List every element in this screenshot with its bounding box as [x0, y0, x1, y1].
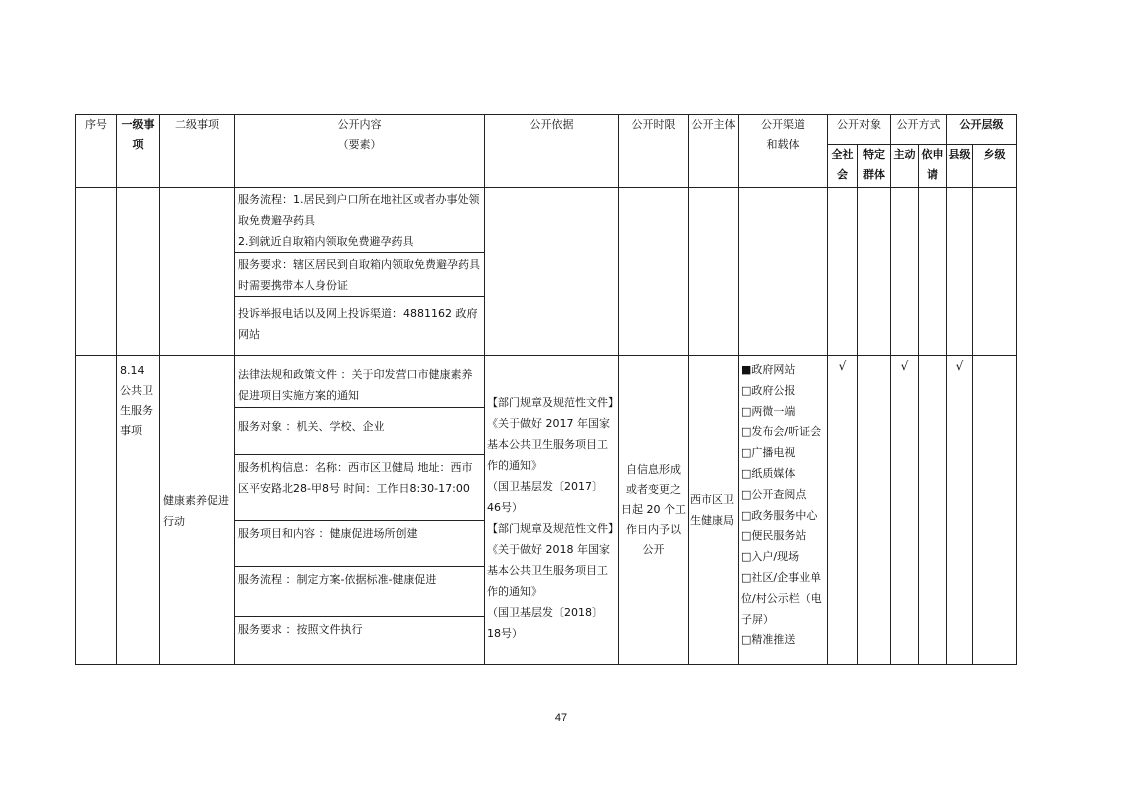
header-level1: 一级事项 [117, 115, 160, 188]
item-seq-cell [76, 356, 117, 665]
header-level2: 二级事项 [160, 115, 235, 188]
item-content-row [235, 356, 485, 408]
header-deadline: 公开时限 [619, 115, 689, 188]
cont-county-cell [947, 188, 973, 356]
header-on-request: 依申请 [919, 145, 947, 188]
channel-item: □广播电视 [741, 446, 796, 460]
header-level-group: 公开层级 [947, 115, 1017, 145]
item-on-request-mark [919, 356, 947, 665]
page-number: 47 [554, 712, 568, 724]
header-target-group: 公开对象 [828, 115, 891, 145]
cont-all-society-cell [828, 188, 858, 356]
item-content-row [235, 567, 485, 617]
cont-content-text: 投诉举报电话以及网上投诉渠道：4881162 政府网站 [238, 307, 478, 341]
cont-subject-cell [689, 188, 739, 356]
item-township-mark [973, 356, 1017, 665]
header-method-group: 公开方式 [891, 115, 947, 145]
cont-request-cell [919, 188, 947, 356]
item-channel-list [739, 356, 827, 651]
header-basis: 公开依据 [485, 115, 619, 188]
header-active: 主动 [891, 145, 919, 188]
item-basis-text: 【部门规章及规范性文件】《关于做好 2017 年国家基本公共卫生服务项目工作的通知》 （国卫基层发〔2017〕46号） 【部门规章及规范性文件】《关于做好 2018 年国家基本公共卫生服务项目工作的通知》 （国卫基层发〔2018〕18号） [487, 396, 614, 640]
item-subject-cell [689, 356, 739, 665]
item-level1-text: 8.14 公共卫生服务事项 [120, 364, 153, 437]
cont-basis-cell [485, 188, 619, 356]
channel-item: □社区/企事业单位/村公示栏（电子屏） [741, 570, 822, 626]
cont-content-row [235, 188, 485, 253]
header-subject: 公开主体 [689, 115, 739, 188]
channel-item: ■政府网站 [741, 363, 796, 376]
item-content-text: 法律法规和政策文件 ：关于印发营口市健康素养促进项目实施方案的通知 [238, 368, 473, 402]
item-content-text: 服务项目和内容 ：健康促进场所创建 [238, 527, 418, 540]
cont-level2-cell [160, 188, 235, 356]
cont-active-cell [891, 188, 919, 356]
item-county-mark: √ [947, 356, 973, 665]
item-content-row [235, 617, 485, 665]
item-basis-cell [485, 356, 619, 665]
item-channel-cell [739, 356, 828, 665]
channel-item: □两微一端 [741, 404, 796, 418]
cont-content-text: 服务流程：1.居民到户口所在地社区或者办事处领取免费避孕药具 2.到就近自取箱内领取免费避孕药具 [238, 193, 480, 248]
cont-level1-cell [117, 188, 160, 356]
channel-item: □公开查阅点 [741, 487, 807, 501]
item-content-text: 服务要求 ：按照文件执行 [238, 623, 363, 636]
cont-channel-cell [739, 188, 828, 356]
disclosure-table [75, 114, 1017, 665]
cont-deadline-cell [619, 188, 689, 356]
item-all-society-mark: √ [828, 356, 858, 665]
item-level1-cell [117, 356, 160, 665]
item-content-text: 服务对象 ：机关、学校、企业 [238, 420, 385, 433]
header-channel-title: 公开渠道 [761, 118, 805, 131]
cont-township-cell [973, 188, 1017, 356]
cont-specific-cell [858, 188, 891, 356]
item-deadline-text: 自信息形成或者变更之日起 20 个工作日内予以公开 [621, 463, 686, 556]
channel-item: □政府公报 [741, 383, 796, 397]
cont-seq-cell [76, 188, 117, 356]
header-county: 县级 [947, 145, 973, 188]
item-content-text: 服务机构信息：名称：西市区卫健局 地址：西市区平安路北28-甲8号 时间：工作日8:30-17:00 [238, 461, 473, 495]
channel-item: □发布会/听证会 [741, 425, 822, 439]
item-content-row [235, 521, 485, 567]
item-content-row [235, 408, 485, 455]
cont-content-row [235, 297, 485, 356]
header-specific-group: 特定群体 [858, 145, 891, 188]
item-content-text: 服务流程 ：制定方案-依据标准-健康促进 [238, 573, 437, 586]
header-channel-sub: 和载体 [766, 138, 800, 151]
cont-content-row [235, 253, 485, 297]
item-deadline-cell [619, 356, 689, 665]
header-channel [739, 115, 828, 188]
channel-item: □政务服务中心 [741, 508, 818, 522]
item-content-row [235, 455, 485, 521]
cont-content-text: 服务要求：辖区居民到自取箱内领取免费避孕药具时需要携带本人身份证 [238, 258, 480, 292]
item-level2-text: 健康素养促进行动 [163, 493, 229, 528]
channel-item: □入户/现场 [741, 550, 800, 564]
channel-item: □纸质媒体 [741, 466, 796, 480]
channel-item: □便民服务站 [741, 529, 807, 543]
channel-item: □精准推送 [741, 633, 796, 647]
item-level2-cell [160, 356, 235, 665]
header-content-sub: （要素） [337, 138, 382, 151]
item-active-mark: √ [891, 356, 919, 665]
header-seq: 序号 [76, 115, 117, 188]
item-specific-group-mark [858, 356, 891, 665]
header-content-title: 公开内容 [337, 118, 382, 131]
header-all-society: 全社会 [828, 145, 858, 188]
header-township: 乡级 [973, 145, 1017, 188]
item-subject-text: 西市区卫生健康局 [690, 493, 734, 527]
header-content [235, 115, 485, 188]
